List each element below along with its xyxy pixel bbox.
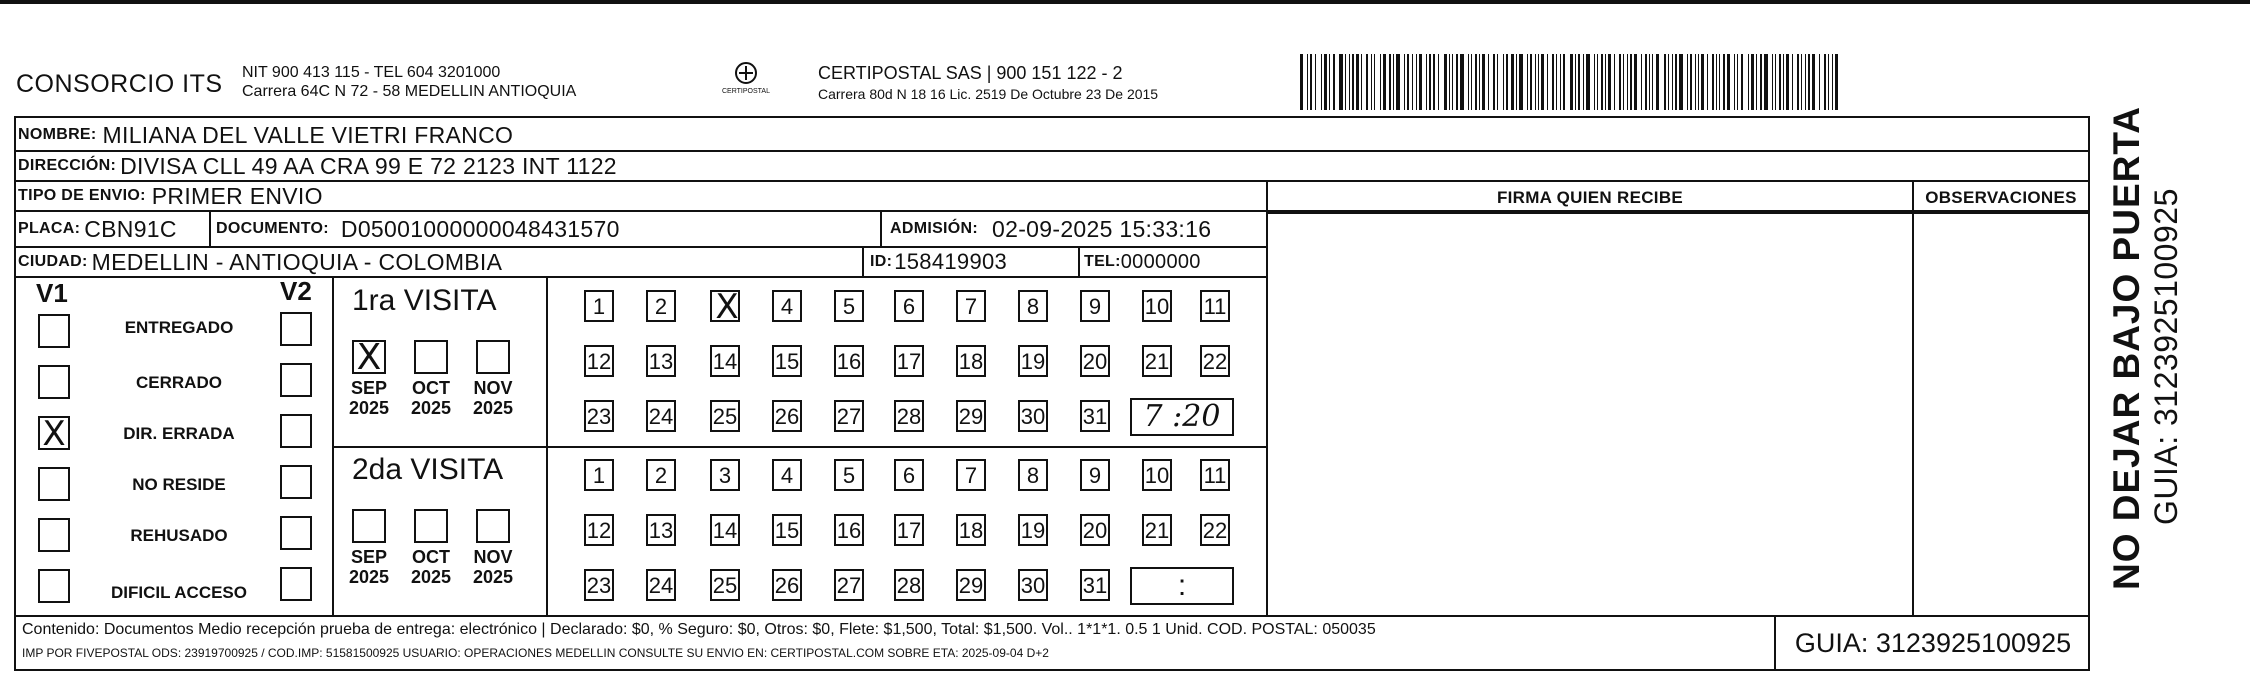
barcode-bar [1578, 54, 1580, 110]
barcode-bar [1727, 54, 1730, 110]
status-label: DIFICIL ACCESO [110, 583, 247, 602]
day-checkbox[interactable]: 28 [894, 569, 924, 601]
barcode-bar [1808, 54, 1810, 110]
barcode-bar [1389, 54, 1391, 110]
barcode-bar [1380, 54, 1381, 110]
tel-row [1084, 247, 1201, 277]
barcode-bar [1547, 54, 1548, 110]
barcode-bar [1352, 54, 1354, 110]
barcode-bar [1563, 54, 1565, 110]
barcode-bar [1586, 54, 1590, 110]
direccion-value: DIVISA CLL 49 AA CRA 99 E 72 2123 INT 1122 [120, 152, 617, 179]
month-year: 2025 [410, 567, 452, 587]
visit-time[interactable]: : [1130, 567, 1234, 605]
day-checkbox[interactable]: 26 [772, 569, 802, 601]
ciudad-label: CIUDAD: [18, 253, 88, 270]
signature-area[interactable] [1270, 216, 1910, 612]
day-checkbox[interactable]: 10 [1142, 459, 1172, 491]
barcode [1300, 54, 1938, 110]
barcode-bar [1695, 54, 1696, 110]
barcode-bar [1349, 54, 1350, 110]
month-name: NOV [473, 378, 513, 398]
day-checkbox[interactable]: 2 [646, 290, 676, 322]
visit-month-checkbox[interactable] [414, 509, 448, 543]
tel-label: TEL: [1084, 253, 1121, 270]
month-year: 2025 [348, 567, 390, 587]
barcode-bar [1506, 54, 1508, 110]
day-checkbox[interactable]: 10 [1142, 290, 1172, 322]
day-checkbox[interactable]: 20 [1080, 514, 1110, 546]
barcode-bar [1570, 54, 1573, 110]
barcode-bar [1716, 54, 1717, 110]
day-checkbox[interactable]: 6 [894, 290, 924, 322]
month-name: OCT [412, 378, 450, 398]
visit-month-checkbox[interactable] [476, 509, 510, 543]
barcode-bar [1456, 54, 1458, 110]
day-checkbox[interactable]: 13 [646, 345, 676, 377]
visit-month-checkbox[interactable] [352, 509, 386, 543]
day-checkbox[interactable]: 19 [1018, 514, 1048, 546]
day-checkbox[interactable]: 20 [1080, 345, 1110, 377]
status-label: DIR. ERRADA [123, 424, 235, 443]
barcode-bar [1614, 54, 1615, 110]
barcode-bar [1627, 54, 1628, 110]
day-checkbox[interactable]: 27 [834, 400, 864, 432]
barcode-bar [1552, 54, 1554, 110]
barcode-bar [1361, 54, 1362, 110]
barcode-bar [1396, 54, 1400, 110]
day-checkbox[interactable]: 22 [1200, 514, 1230, 546]
day-checkbox[interactable]: 9 [1080, 459, 1110, 491]
barcode-bar [1556, 54, 1557, 110]
barcode-bar [1630, 54, 1632, 110]
barcode-bar [1339, 54, 1343, 110]
day-checkbox[interactable]: 9 [1080, 290, 1110, 322]
day-checkbox[interactable]: 30 [1018, 569, 1048, 601]
visit-month-label [339, 378, 399, 418]
barcode-bar [1741, 54, 1743, 110]
barcode-bar [1734, 54, 1735, 110]
barcode-bar [1801, 54, 1802, 110]
barcode-bar [1468, 54, 1469, 110]
visit-month-checkbox[interactable] [352, 340, 386, 374]
barcode-bar [1641, 54, 1642, 110]
barcode-bar [1374, 54, 1375, 110]
barcode-bar [1786, 54, 1789, 110]
day-checkbox[interactable]: 21 [1142, 345, 1172, 377]
barcode-bar [1315, 54, 1316, 110]
barcode-bar [1527, 54, 1528, 110]
documento-row [216, 212, 620, 246]
barcode-bar [1824, 54, 1826, 110]
day-checkbox[interactable]: 31 [1080, 569, 1110, 601]
status-label: REHUSADO [130, 526, 228, 545]
status-v1-checkbox[interactable] [38, 518, 70, 552]
day-checkbox[interactable]: 1 [584, 290, 614, 322]
placa-value: CBN91C [84, 215, 177, 242]
day-checkbox[interactable]: 24 [646, 569, 676, 601]
barcode-bar [1371, 54, 1372, 110]
month-name: OCT [412, 547, 450, 567]
barcode-bar [1597, 54, 1598, 110]
barcode-bar [1664, 54, 1666, 110]
day-checkbox[interactable]: 14 [710, 514, 740, 546]
barcode-bar [1488, 54, 1489, 110]
barcode-bar [1412, 54, 1413, 110]
status-v1-checkbox[interactable] [38, 467, 70, 501]
day-checkbox[interactable]: 13 [646, 514, 676, 546]
carrier-details [818, 63, 1158, 104]
direccion-row [18, 151, 617, 181]
barcode-bar [1356, 54, 1359, 110]
footer-contents: Contenido: Documentos Medio recepción prueba de entrega: electrónico | Declarado: $0, % Seguro: $0, Otros: $0, Flete: $1,500, Total: $1,500. Vol.. 1*1*1. 0.5 1 Unid. COD. POSTAL: 050035 [22, 621, 1376, 638]
day-checkbox[interactable]: 3 [710, 459, 740, 491]
barcode-bar [1310, 54, 1312, 110]
day-checkbox[interactable]: 27 [834, 569, 864, 601]
v2-header: V2 [280, 276, 312, 306]
barcode-bar [1623, 54, 1624, 110]
barcode-bar [1416, 54, 1417, 110]
day-checkbox[interactable]: 11 [1200, 290, 1230, 322]
barcode-bar [1712, 54, 1714, 110]
status-v2-checkbox[interactable] [280, 516, 312, 550]
firma-header: FIRMA QUIEN RECIBE [1496, 188, 1684, 207]
barcode-bar [1672, 54, 1673, 110]
direccion-label: DIRECCIÓN: [18, 157, 117, 174]
day-checkbox[interactable]: 19 [1018, 345, 1048, 377]
day-checkbox[interactable]: 24 [646, 400, 676, 432]
barcode-bar [1321, 54, 1322, 110]
barcode-bar [1479, 54, 1480, 110]
barcode-bar [1656, 54, 1659, 110]
day-checkbox[interactable]: 4 [772, 459, 802, 491]
visit-month-label [401, 378, 461, 418]
day-checkbox[interactable]: 5 [834, 459, 864, 491]
barcode-bar [1835, 54, 1838, 110]
barcode-bar [1444, 54, 1447, 110]
barcode-bar [1541, 54, 1544, 110]
barcode-bar [1748, 54, 1749, 110]
day-checkbox[interactable]: 29 [956, 569, 986, 601]
barcode-bar [1307, 54, 1308, 110]
day-checkbox[interactable]: 1 [584, 459, 614, 491]
day-checkbox[interactable]: 16 [834, 345, 864, 377]
barcode-bar [1538, 54, 1539, 110]
barcode-bar [1383, 54, 1386, 110]
footer-print-info: IMP POR FIVEPOSTAL ODS: 23919700925 / COD.IMP: 51581500925 USUARIO: OPERACIONES MEDELLIN CONSULTE SU ENVIO EN: CERTIPOSTAL.COM SOBRE ETA: 2025-09-04 D+2 [22, 646, 1049, 660]
barcode-bar [1675, 54, 1677, 110]
barcode-bar [1519, 54, 1523, 110]
barcode-bar [1737, 54, 1738, 110]
day-checkbox[interactable]: 5 [834, 290, 864, 322]
barcode-bar [1452, 54, 1453, 110]
month-name: SEP [350, 547, 388, 567]
barcode-bar [1433, 54, 1435, 110]
day-checkbox[interactable]: 12 [584, 345, 614, 377]
side-warning: NO DEJAR BAJO PUERTA [2106, 106, 2147, 590]
barcode-bar [1438, 54, 1439, 110]
day-checkbox[interactable]: 26 [772, 400, 802, 432]
barcode-bar [1701, 54, 1704, 110]
barcode-bar [1645, 54, 1647, 110]
company-address: Carrera 64C N 72 - 58 MEDELLIN ANTIOQUIA [242, 83, 577, 100]
barcode-bar [1608, 54, 1611, 110]
status-label: CERRADO [136, 373, 222, 392]
barcode-bar [1764, 54, 1768, 110]
barcode-bar [1511, 54, 1514, 110]
visit-month-label [401, 547, 461, 587]
barcode-bar [1707, 54, 1708, 110]
barcode-bar [1679, 54, 1683, 110]
day-checkbox[interactable]: 25 [710, 400, 740, 432]
observaciones-header: OBSERVACIONES [1925, 188, 2077, 207]
month-name: SEP [350, 378, 388, 398]
admision-row [890, 212, 1211, 246]
day-checkbox[interactable]: 17 [894, 345, 924, 377]
barcode-bar [1366, 54, 1368, 110]
status-v2-checkbox[interactable] [280, 567, 312, 601]
barcode-bar [1649, 54, 1650, 110]
day-checkbox[interactable]: 23 [584, 400, 614, 432]
barcode-bar [1652, 54, 1653, 110]
barcode-bar [1407, 54, 1409, 110]
day-checkbox[interactable]: 7 [956, 459, 986, 491]
barcode-bar [1723, 54, 1725, 110]
visit-month-checkbox[interactable] [414, 340, 448, 374]
id-row [870, 247, 1007, 277]
day-checkbox[interactable]: 22 [1200, 345, 1230, 377]
barcode-bar [1832, 54, 1833, 110]
status-v1-checkbox[interactable] [38, 314, 70, 348]
barcode-bar [1751, 54, 1754, 110]
month-year: 2025 [410, 398, 452, 418]
nombre-label: NOMBRE: [18, 126, 97, 143]
barcode-bar [1404, 54, 1405, 110]
day-checkbox[interactable]: 28 [894, 400, 924, 432]
nombre-value: MILIANA DEL VALLE VIETRI FRANCO [102, 121, 514, 148]
barcode-bar [1792, 54, 1793, 110]
day-checkbox[interactable]: 30 [1018, 400, 1048, 432]
barcode-bar [1668, 54, 1669, 110]
placa-label: PLACA: [18, 220, 81, 237]
day-checkbox[interactable]: 12 [584, 514, 614, 546]
barcode-bar [1560, 54, 1561, 110]
day-checkbox[interactable]: 6 [894, 459, 924, 491]
company-nit: NIT 900 413 115 - TEL 604 3201000 [242, 64, 501, 81]
day-checkbox[interactable]: 2 [646, 459, 676, 491]
footer-guia: GUIA: 3123925100925 [1794, 628, 2072, 658]
barcode-bar [1819, 54, 1820, 110]
status-v2-checkbox[interactable] [280, 414, 312, 448]
month-year: 2025 [472, 398, 514, 418]
tel-value: 0000000 [1120, 250, 1201, 273]
barcode-bar [1503, 54, 1504, 110]
barcode-bar [1719, 54, 1720, 110]
visit-month-label [339, 547, 399, 587]
id-label: ID: [870, 253, 893, 270]
barcode-bar [1779, 54, 1781, 110]
barcode-bar [1805, 54, 1806, 110]
day-checkbox[interactable] [710, 290, 740, 322]
barcode-bar [1698, 54, 1699, 110]
barcode-bar [1460, 54, 1464, 110]
status-v1-checkbox[interactable] [38, 569, 70, 603]
placa-row [18, 212, 177, 246]
id-value: 158419903 [894, 249, 1008, 274]
documento-label: DOCUMENTO: [216, 220, 329, 237]
barcode-bar [1594, 54, 1595, 110]
barcode-bar [1756, 54, 1757, 110]
visit-title: 1ra VISITA [352, 284, 497, 317]
barcode-bar [1687, 54, 1688, 110]
barcode-bar [1812, 54, 1815, 110]
day-checkbox[interactable]: 21 [1142, 514, 1172, 546]
day-checkbox[interactable]: 8 [1018, 290, 1048, 322]
ciudad-value: MEDELLIN - ANTIOQUIA - COLOMBIA [91, 248, 503, 275]
barcode-bar [1426, 54, 1427, 110]
barcode-bar [1634, 54, 1637, 110]
visit-month-checkbox[interactable] [476, 340, 510, 374]
top-rule [0, 0, 2250, 4]
nombre-row [18, 120, 513, 150]
barcode-bar [1828, 54, 1829, 110]
v1-header: V1 [36, 278, 68, 308]
barcode-bar [1619, 54, 1621, 110]
status-v2-checkbox[interactable] [280, 312, 312, 346]
carrier-name: CERTIPOSTAL SAS | 900 151 122 - 2 [818, 63, 1123, 83]
carrier-logo [712, 60, 780, 100]
status-v1-checkbox[interactable] [38, 416, 70, 450]
day-checkbox[interactable]: 16 [834, 514, 864, 546]
tipo-label: TIPO DE ENVIO: [18, 187, 146, 204]
month-year: 2025 [472, 567, 514, 587]
observations-area[interactable] [1916, 216, 2086, 612]
barcode-bar [1575, 54, 1576, 110]
day-checkbox[interactable]: 7 [956, 290, 986, 322]
barcode-bar [1783, 54, 1784, 110]
barcode-bar [1482, 54, 1485, 110]
day-checkbox[interactable]: 29 [956, 400, 986, 432]
tipo-row [18, 181, 323, 211]
visit-time[interactable]: 7 :20 [1130, 398, 1234, 436]
documento-value: D05001000000048431570 [340, 215, 620, 242]
carrier-license: Carrera 80d N 18 16 Lic. 2519 De Octubre 23 De 2015 [818, 86, 1159, 102]
admision-label: ADMISIÓN: [890, 220, 979, 237]
barcode-bar [1605, 54, 1606, 110]
barcode-bar [1690, 54, 1692, 110]
status-v2-checkbox[interactable] [280, 363, 312, 397]
month-year: 2025 [348, 398, 390, 418]
status-v2-checkbox[interactable] [280, 465, 312, 499]
day-checkbox[interactable]: 25 [710, 569, 740, 601]
barcode-bar [1493, 54, 1495, 110]
tipo-value: PRIMER ENVIO [151, 182, 323, 209]
barcode-bar [1535, 54, 1536, 110]
barcode-bar [1429, 54, 1431, 110]
barcode-bar [1449, 54, 1450, 110]
svg-text:CERTIPOSTAL: CERTIPOSTAL [722, 88, 770, 95]
barcode-bar [1583, 54, 1584, 110]
barcode-bar [1471, 54, 1472, 110]
day-checkbox[interactable]: 15 [772, 514, 802, 546]
visit-month-label [463, 378, 523, 418]
status-v1-checkbox[interactable] [38, 365, 70, 399]
day-checkbox[interactable]: 11 [1200, 459, 1230, 491]
barcode-bar [1797, 54, 1799, 110]
company-details [242, 63, 576, 101]
day-checkbox[interactable]: 18 [956, 345, 986, 377]
visit-month-label [463, 547, 523, 587]
barcode-bar [1760, 54, 1762, 110]
barcode-bar [1329, 54, 1330, 110]
barcode-bar [1419, 54, 1422, 110]
barcode-bar [1497, 54, 1498, 110]
day-checkbox[interactable]: 31 [1080, 400, 1110, 432]
barcode-bar [1300, 54, 1303, 110]
day-checkbox[interactable]: 17 [894, 514, 924, 546]
barcode-bar [1775, 54, 1776, 110]
barcode-bar [1601, 54, 1603, 110]
day-checkbox[interactable]: 18 [956, 514, 986, 546]
day-checkbox[interactable]: 23 [584, 569, 614, 601]
barcode-bar [1333, 54, 1335, 110]
admision-value: 02-09-2025 15:33:16 [992, 215, 1212, 242]
barcode-bar [1475, 54, 1477, 110]
barcode-bar [1516, 54, 1517, 110]
status-label: ENTREGADO [124, 318, 234, 337]
company-name: CONSORCIO ITS [16, 70, 223, 98]
day-checkbox[interactable]: 4 [772, 290, 802, 322]
day-checkbox[interactable]: 8 [1018, 459, 1048, 491]
barcode-bar [1530, 54, 1532, 110]
visit-title: 2da VISITA [352, 453, 504, 486]
day-checkbox[interactable]: 14 [710, 345, 740, 377]
side-guia: GUIA: 3123925100925 [2148, 188, 2184, 525]
barcode-bar [1393, 54, 1394, 110]
barcode-bar [1345, 54, 1346, 110]
status-label: NO RESIDE [132, 475, 226, 494]
day-checkbox[interactable]: 15 [772, 345, 802, 377]
barcode-bar [1772, 54, 1773, 110]
ciudad-row [18, 247, 502, 277]
month-name: NOV [473, 547, 513, 567]
barcode-bar [1324, 54, 1327, 110]
